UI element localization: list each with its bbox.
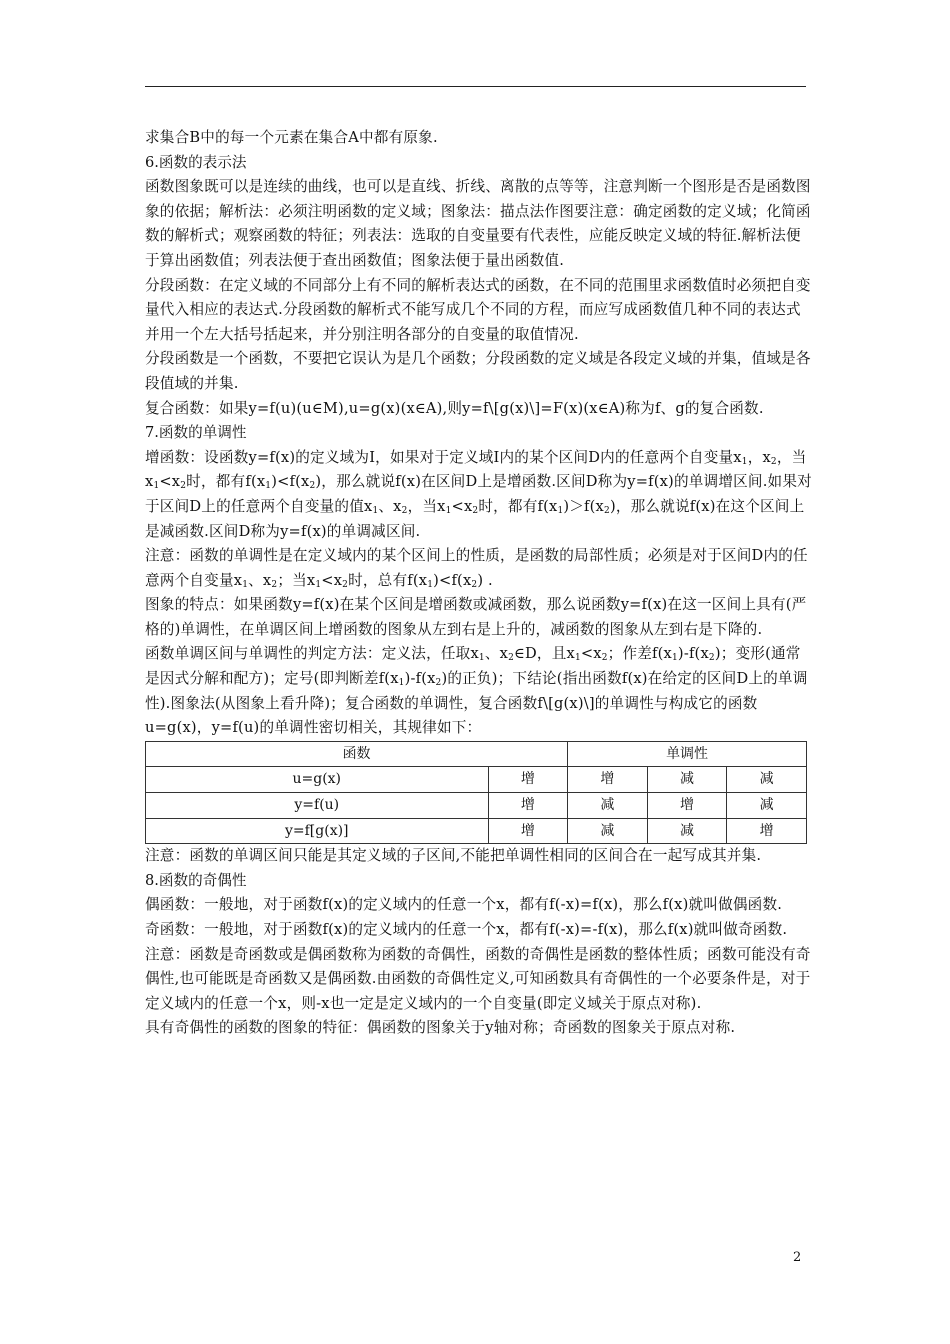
paragraph: 分段函数是一个函数，不要把它误认为是几个函数；分段函数的定义域是各段定义域的并集，值域是各段值域的并集. (145, 350, 811, 392)
table-cell: y=f(u) (146, 793, 489, 819)
page-number: 2 (793, 1250, 802, 1265)
paragraph: 图象的特点：如果函数y=f(x)在某个区间是增函数或减函数，那么说函数y=f(x)在这一区间上具有(严格的)单调性，在单调区间上增函数的图象从左到右是上升的，减函数的图象从左到右是下降的. (145, 596, 807, 638)
table-cell: 增 (568, 767, 648, 793)
paragraph: 求集合B中的每一个元素在集合A中都有原象. (145, 129, 438, 146)
paragraph: 注意：函数的单调区间只能是其定义域的子区间,不能把单调性相同的区间合在一起写成其并集. (145, 847, 762, 865)
paragraph-increasing-function: 增函数：设函数y=f(x)的定义域为I，如果对于定义域I内的某个区间D内的任意两个自变量$x_1$，$x_2$，当$x_1<x_2$时，都有$f(x_1)<f(x_2)$，那么就说f(x)在区间D上是增函数.区间D称为y=f(x)的单调增区间.如果对于区间D上的任意两个自变量的值$x_1$、$x_2$，当$x_1<x_2$时，都有$f(x_1)>f(x_2)$，那么就说f(x)在这个区间上是减函数.区间D称为y=f(x)的单调减区间. (145, 448, 812, 540)
paragraph-note: 注意：函数的单调性是在定义域内的某个区间上的性质，是函数的局部性质；必须是对于区间D内的任意两个自变量$x_1$、$x_2$；当$x_1<x_2$时，总有$f(x_1)<f(x_2)$ . (145, 547, 808, 590)
table-row (146, 741, 807, 767)
table-cell: 减 (568, 793, 648, 819)
table-cell: y=f[g(x)] (146, 818, 489, 844)
paragraph: 奇函数：一般地，对于函数f(x)的定义域内的任意一个x，都有f(-x)=-f(x)，那么f(x)就叫做奇函数. (145, 921, 788, 938)
header-rule (145, 86, 806, 87)
paragraph: 分段函数：在定义域的不同部分上有不同的解析表达式的函数，在不同的范围里求函数值时必须把自变量代入相应的表达式.分段函数的解析式不能写成几个不同的方程，而应写成函数值几种不同的表达式并用一个左大括号括起来，并分别注明各部分的自变量的取值情况. (145, 276, 811, 343)
table-row (146, 818, 807, 844)
table-cell: 减 (647, 767, 727, 793)
table-cell: 增 (727, 818, 807, 844)
table-cell: 增 (647, 793, 727, 819)
table-header-cell: 函数 (146, 741, 568, 767)
page-body (145, 126, 815, 1041)
paragraph: 复合函数：如果y=f(u)(u∈M),u=g(x)(x∈A),则y=f\[g(x)\]=F(x)(x∈A)称为f、g的复合函数. (145, 399, 764, 417)
table-header-cell: 单调性 (568, 741, 807, 767)
section-heading: 7.函数的单调性 (145, 424, 247, 442)
table-cell: 减 (568, 818, 648, 844)
table-cell: 增 (488, 793, 568, 819)
table-cell: u=g(x) (146, 767, 489, 793)
paragraph-monotonic-methods: 函数单调区间与单调性的判定方法：定义法，任取$x_1$、$x_2\in D$，且$x_1<x_2$；作差$f(x_1)-f(x_2)$；变形(通常是因式分解和配方)；定号(即判断差$f(x_1)-f(x_2)$的正负)；下结论(指出函数f(x)在给定的区间D上的单调性).图象法(从图象上看升降)；复合函数的单调性，复合函数f\[g(x)\]的单调性与构成它的函数u=g(x)，y=f(u)的单调性密切相关，其规律如下： (145, 645, 808, 737)
table-row (146, 793, 807, 819)
monotonicity-table (145, 741, 807, 844)
paragraph: 注意：函数是奇函数或是偶函数称为函数的奇偶性，函数的奇偶性是函数的整体性质；函数可能没有奇偶性,也可能既是奇函数又是偶函数.由函数的奇偶性定义,可知函数具有奇偶性的一个必要条件是，对于定义域内的任意一个x，则-x也一定是定义域内的一个自变量(即定义域关于原点对称). (145, 945, 811, 1012)
paragraph: 具有奇偶性的函数的图象的特征：偶函数的图象关于y轴对称；奇函数的图象关于原点对称. (145, 1019, 736, 1037)
section-heading: 6.函数的表示法 (145, 153, 247, 171)
paragraph: 函数图象既可以是连续的曲线，也可以是直线、折线、离散的点等等，注意判断一个图形是否是函数图象的依据；解析法：必须注明函数的定义域；图象法：描点法作图要注意：确定函数的定义域；化简函数的解析式；观察函数的特征；列表法：选取的自变量要有代表性，应能反映定义域的特征.解析法便于算出函数值；列表法便于查出函数值；图象法便于量出函数值. (145, 178, 811, 269)
section-heading: 8.函数的奇偶性 (145, 871, 247, 889)
table-cell: 增 (488, 818, 568, 844)
table-row (146, 767, 807, 793)
paragraph: 偶函数：一般地，对于函数f(x)的定义域内的任意一个x，都有f(-x)=f(x)，那么f(x)就叫做偶函数. (145, 896, 783, 914)
table-cell: 减 (727, 793, 807, 819)
table-cell: 增 (488, 767, 568, 793)
table-cell: 减 (727, 767, 807, 793)
table-cell: 减 (647, 818, 727, 844)
